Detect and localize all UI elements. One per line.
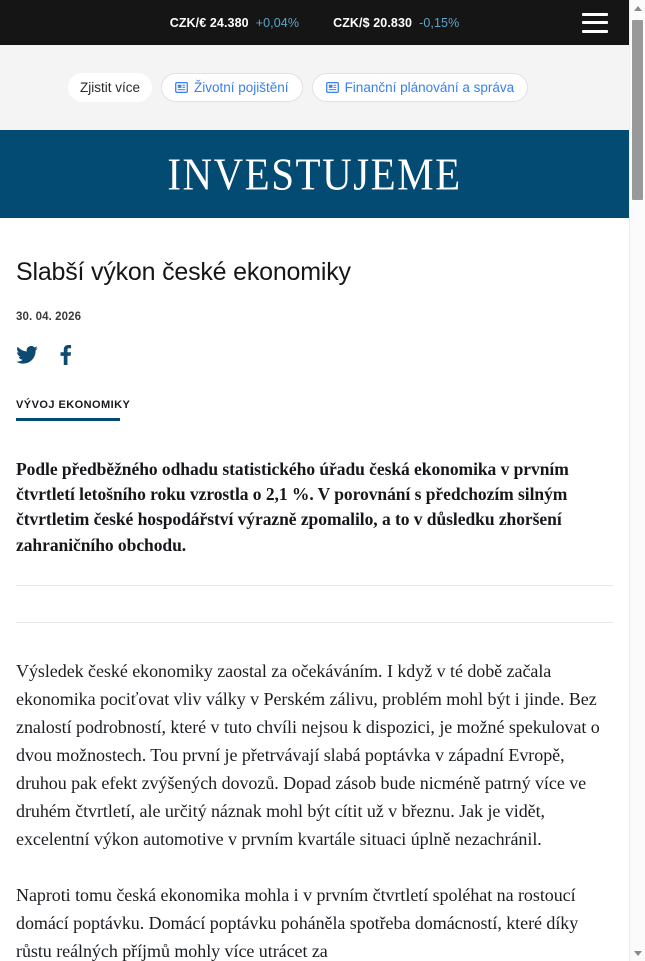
share-row (16, 344, 613, 366)
page-title: Slabší výkon české ekonomiky (16, 258, 351, 286)
chip-label: Životní pojištění (194, 80, 289, 95)
vertical-scrollbar[interactable] (629, 0, 645, 961)
scroll-down-arrow-icon[interactable] (630, 945, 645, 961)
hamburger-line (582, 30, 608, 33)
chip-learn-more[interactable] (68, 73, 152, 102)
article-body (0, 218, 629, 961)
article-card-icon (326, 82, 339, 93)
site-logo[interactable]: INVESTUJEME (167, 148, 462, 199)
article-lead: Podle předběžného odhadu statistického úřadu česká ekonomika v prvním čtvrtletí letošního roku vzrostla o 2,1 %. V porovnání s předchozím silným čtvrtletim české hospodářství výrazně zpomalilo, a to v důsledku zhoršení zahraničního obchodu. (16, 458, 569, 555)
facebook-icon[interactable] (60, 345, 72, 365)
site-brand-banner (0, 130, 629, 218)
article-paragraph: Naproti tomu česká ekonomika mohla i v prvním čtvrtletí spoléhat na rostoucí domácí poptávku. Domácí poptávku poháněla spotřeba domácností, které díky růstu reálných příjmů mohly více utrácet za (16, 884, 579, 961)
currency-ticker-bar (0, 0, 629, 45)
scrollbar-thumb[interactable] (632, 20, 643, 200)
category-underline (16, 418, 120, 421)
chip-label: Finanční plánování a správa (344, 80, 515, 95)
ticker-pair-usd: CZK/$ 20.830 (333, 15, 413, 30)
divider (16, 585, 613, 586)
ticker-pair-eur: CZK/€ 24.380 (169, 15, 249, 30)
ticker-quote-eur[interactable] (170, 16, 299, 30)
article-date: 30. 04. 2026 (16, 311, 82, 323)
hamburger-line (582, 21, 608, 24)
ticker-change-usd: -0,15% (419, 15, 460, 30)
article-card-icon (175, 82, 188, 93)
ticker-quote-group (170, 16, 460, 30)
chip-financial-planning[interactable] (312, 73, 529, 102)
ticker-quote-usd[interactable] (333, 16, 459, 30)
divider (16, 622, 613, 623)
article-paragraph: Výsledek české ekonomiky zaostal za očekáváním. I když v té době začala ekonomika pociťovat vliv války v Perském zálivu, problém mohl být i jinde. Bez znalostí podrobností, které v tuto chvíli nejsou k dispozici, je možné spekulovat o dvou možnostech. Tou první je přetrvávají slabá poptávka v západní Evropě, druhou pak efekt zvýšených dovozů. Dopad zásob bude nicméně patrný více ve druhém čtvrtletí, ale určitý náznak mohl být cítit už v březnu. Jak je vidět, excelentní výkon automotive v prvním kvartále situaci úplně nezachránil. (16, 661, 600, 850)
chip-life-insurance[interactable] (161, 73, 303, 102)
ticker-change-eur: +0,04% (255, 15, 300, 30)
category-label: VÝVOJ EKONOMIKY (16, 399, 131, 411)
hamburger-line (582, 13, 608, 16)
quick-links-row (0, 45, 629, 130)
chip-label: Zjistit více (80, 80, 141, 95)
category-tag[interactable] (16, 399, 130, 421)
scroll-up-arrow-icon[interactable] (630, 0, 645, 16)
twitter-icon[interactable] (16, 346, 38, 364)
hamburger-icon[interactable] (582, 13, 608, 33)
